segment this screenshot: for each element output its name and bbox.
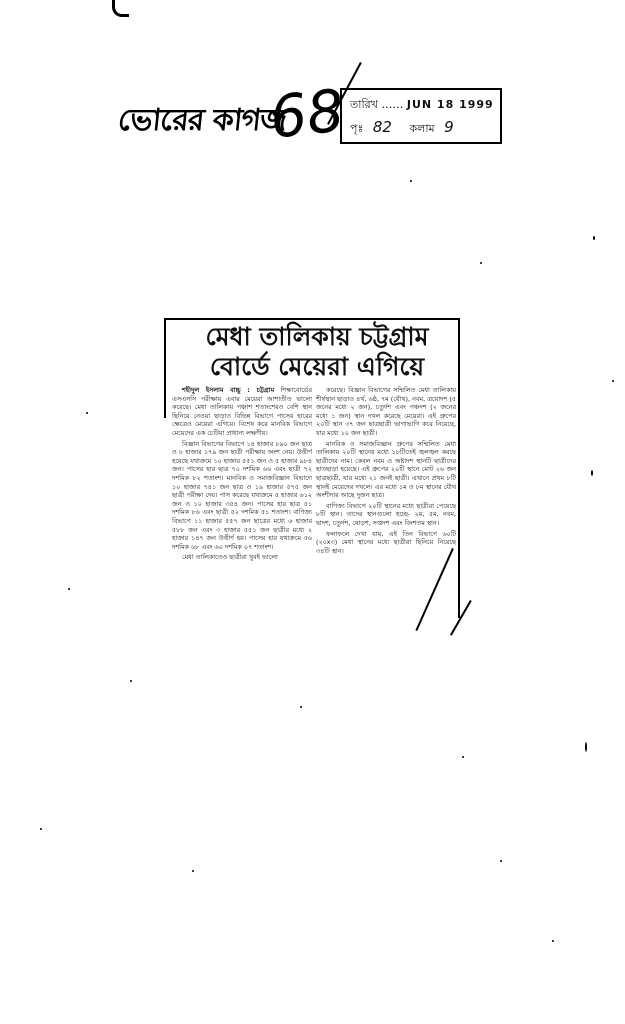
scan-speck bbox=[192, 870, 194, 872]
stamp-column-value: 9 bbox=[444, 118, 454, 136]
scan-speck bbox=[585, 742, 587, 752]
article-paragraph bbox=[172, 386, 312, 438]
scan-speck bbox=[40, 828, 42, 830]
scan-speck bbox=[593, 236, 595, 240]
handwritten-page-number: 68 bbox=[266, 76, 348, 152]
clipping-border-left bbox=[164, 318, 166, 418]
stamp-date-label: তারিখ bbox=[350, 98, 378, 111]
scan-speck bbox=[612, 380, 614, 382]
stamp-page-label: পৃঃ bbox=[350, 122, 364, 135]
article-paragraph-text: শিক্ষাবোর্ডের এসএসসি পরীক্ষায় এবার মেয়েরা আশাতীত ভালো করেছে। মেধা তালিকায় পঞ্চাশ শতাংশেরও বেশি স্থান ছিনিয়ে নেওয়া ছাড়াও বিভিন্ন বিভাগে পাসের হারের ক্ষেত্রেও মেয়েরা এগিয়ে। বিশেষ করে মানবিক বিভাগে মেয়েদের এক চেটিয়া প্রাধান্য লক্ষণীয়। bbox=[172, 386, 312, 437]
article-paragraph: বাণিজ্য বিভাগে ২০টি স্থানের মধ্যে ছাত্রীরা পেয়েছে ৮টি স্থান। তাদের স্থানগুলো হচ্ছে- ২য়, ৫ম, নবম, দ্বাদশ, চতুর্দশ, ষোড়শ, সপ্তদশ এবং বিংশতম স্থান। bbox=[316, 501, 456, 527]
scan-speck bbox=[130, 680, 132, 682]
archive-date-stamp bbox=[340, 88, 502, 144]
stamp-column-label: কলাম bbox=[409, 122, 435, 135]
scan-speck bbox=[410, 180, 412, 182]
scan-speck bbox=[552, 940, 554, 942]
top-edge-mark bbox=[112, 0, 129, 17]
article-paragraph: ফলাফলে দেখা যায়, এই তিন বিভাগে ৬০টি (২০x৩) মেধা স্থানের মধ্যে ছাত্রীরা ছিনিয়ে নিয়েছে ৩৪টি স্থান। bbox=[316, 529, 456, 555]
stamp-page-value: 82 bbox=[372, 118, 392, 136]
article-paragraph: মেধা তালিকাতেও ছাত্রীরা খুবই ভালো bbox=[182, 553, 278, 562]
article-headline: মেধা তালিকায় চট্টগ্রাম বোর্ডে মেয়েরা এগিয়ে bbox=[205, 322, 429, 381]
scan-speck bbox=[500, 860, 502, 862]
scan-speck bbox=[68, 588, 70, 590]
scan-speck bbox=[300, 706, 302, 708]
scan-speck bbox=[462, 756, 464, 758]
stamp-date-row bbox=[350, 96, 494, 115]
newspaper-masthead: ভোরের কাগজ bbox=[116, 103, 288, 138]
article-paragraph: বিজ্ঞান বিভাগের বিভাগে ১৪ হাজার ৮৯০ জন ছাত্র ও ৮ হাজার ১৭৯ জন ছাত্রী পরীক্ষায় অংশ নেয়। উত্তীর্ণ হয়েছে যথাক্রমে ১০ হাজার ৫৫১ জন ও ৫ হাজার ৯৮৪ জন। পাসের হার ছাত্র ৭০ দশমিক ৬৬ এবং ছাত্রী ৭২ দশমিক ৮২ শতাংশ। মানবিক ও সমাজবিজ্ঞান বিভাগে ১০ হাজার ৭৪১ জন ছাত্র ও ১৯ হাজার ৫৭৫ জন ছাত্রী পরীক্ষা দেয়। পাস করেছে যথাক্রমে ৫ হাজার ৬১২ জন ও ১০ হাজার ৩৫৪ জন। পাসের হার ছাত্র ৫১ দশমিক ৮৬ এবং ছাত্রী ৫২ দশমিক ৫১ শতাংশ। বাণিজ্য বিভাগে ১১ হাজার ৫৫৭ জন ছাত্রের মধ্যে ৬ হাজার ৫৮৮ জন এবং ৩ হাজার ৫৫১ জন ছাত্রীর মধ্যে ২ হাজার ১৪৭ জন উত্তীর্ণ হয়। পাসের হার যথাক্রমে ৫৬ দশমিক ৬৮ এবং ৬০ দশমিক ০৭ শতাংশ। bbox=[172, 439, 312, 551]
clipping-border-top bbox=[164, 318, 460, 320]
article-byline: শহীদুল ইসলাম বাচ্চু : চট্টগ্রাম bbox=[182, 386, 275, 394]
stamp-page-row bbox=[350, 118, 454, 139]
scan-speck bbox=[480, 262, 482, 264]
article-column-left bbox=[172, 386, 312, 638]
stamp-dots: …… bbox=[381, 98, 404, 111]
scan-speck bbox=[591, 470, 593, 476]
scan-speck bbox=[86, 412, 88, 414]
stamp-date-value: JUN 18 1999 bbox=[406, 98, 494, 111]
article-paragraph: মানবিক ও সমাজবিজ্ঞান গ্রুপের সম্মিলিত মেধা তালিকায় ২০টি স্থানের মধ্যে ১৮টিতেই জ্বলজ্বল করছে ছাত্রীদের নাম। কেবল নবম ও অষ্টাদশ স্থানটি ছাত্রীদের হাতছাড়া হয়েছে। এই গ্রুপের ২০টি স্থানে মোট ২৬ জন ছাত্রছাত্রী, যার মধ্যে ২১ জনই ছাত্রী। এখানে প্রথম ৮টি স্থানই মেয়েদের দখলে। এর মধ্যে ১ম ও ৮ম স্থানের যৌথ অংশীদার আছে দুজন ছাত্র। bbox=[316, 439, 456, 500]
article-paragraph: করেছে। বিজ্ঞান বিভাগের সম্মিলিত মেধা তালিকায় শীর্ষস্থান ছাড়াও ৪র্থ, ৬ষ্ঠ, ৭ম (যৌথ), নবম, ত্রয়োদশ (৫ জনের মধ্যে ২ জন), চতুর্দশ এবং পঞ্চদশ (২ জনের মধ্যে ১ জন) স্থান দখল করেছে মেয়েরা। এই গ্রুপের ২০টি স্থান ৩৭ জন ছাত্রছাত্রী ভাগাভাগি করে নিয়েছে, যার মধ্যে ১০ জন ছাত্রী। bbox=[316, 386, 456, 437]
